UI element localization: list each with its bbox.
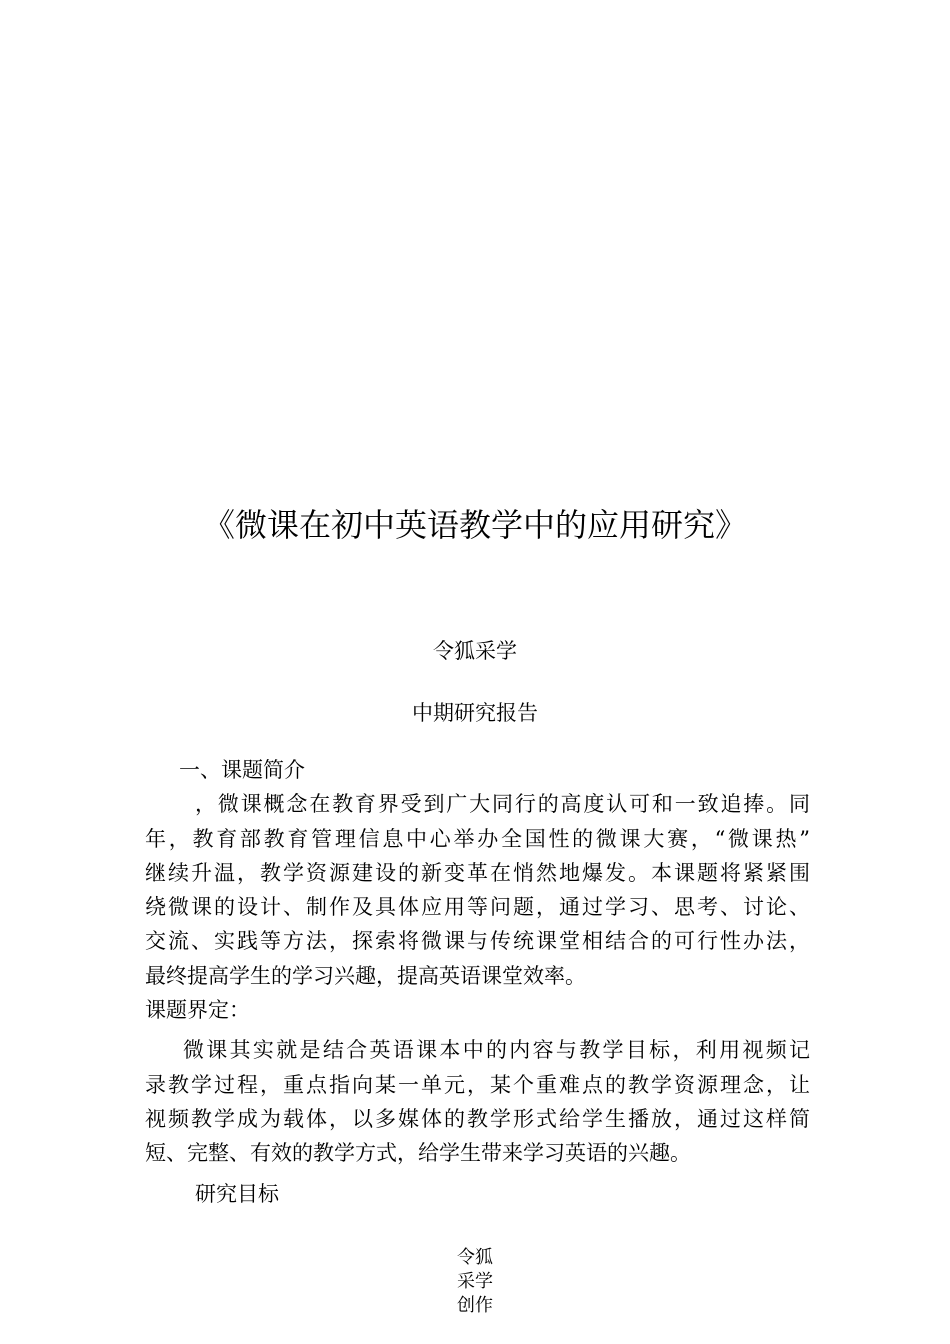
footer-line: 创作: [457, 1295, 493, 1316]
section-heading-goals: 研究目标: [195, 1181, 279, 1206]
document-body: [145, 753, 810, 1211]
paragraph-line: ，微课概念在教育界受到广大同行的高度认可和一致追捧。同: [195, 792, 810, 817]
paragraph-line: 短、完整、有效的教学方式，给学生带来学习英语的兴趣。: [145, 1141, 691, 1166]
paragraph-line: 微课其实就是结合英语课本中的内容与教学目标，利用视频记: [183, 1038, 810, 1063]
page-footer: [0, 1246, 950, 1318]
paragraph-line: 交流、实践等方法，探索将微课与传统课堂相结合的可行性办法，: [145, 929, 810, 954]
document-subtitle: 中期研究报告: [412, 701, 538, 725]
paragraph-line: 绕微课的设计、制作及具体应用等问题，通过学习、思考、讨论、: [145, 895, 810, 920]
paragraph-line: 最终提高学生的学习兴趣，提高英语课堂效率。: [145, 963, 586, 988]
paragraph-line: 视频教学成为载体，以多媒体的教学形式给学生播放，通过这样简: [145, 1106, 810, 1131]
paragraph-line: 继续升温，教学资源建设的新变革在悄然地爆发。本课题将紧紧围: [145, 860, 810, 885]
document-author: 令狐采学: [433, 639, 517, 663]
paragraph-line: 录教学过程，重点指向某一单元，某个重难点的教学资源理念，让: [145, 1072, 810, 1097]
footer-line: 采学: [457, 1271, 493, 1292]
section-heading-intro: 一、课题简介: [179, 758, 305, 782]
footer-line: 令狐: [457, 1247, 493, 1268]
paragraph-line: 年，教育部教育管理信息中心举办全国性的微课大赛，“微课热”: [145, 826, 810, 851]
section-heading-definition: 课题界定：: [145, 998, 250, 1023]
document-title: 《微课在初中英语教学中的应用研究》: [202, 506, 747, 544]
